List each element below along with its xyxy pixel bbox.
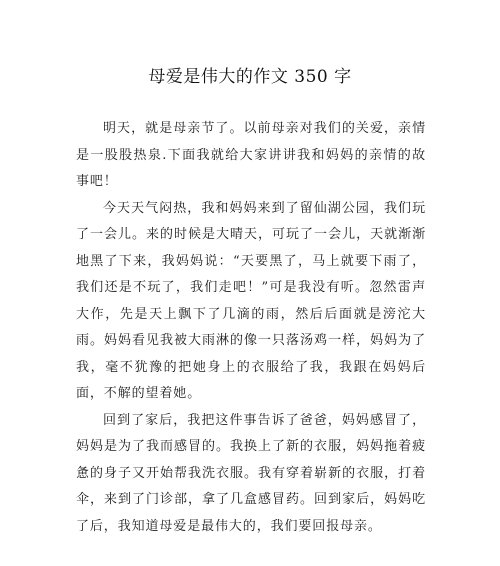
document-body: [76, 116, 426, 540]
paragraph-2: 今天天气闷热，我和妈妈来到了留仙湖公园，我们玩了一会儿。来的时候是大晴天，可玩了一会儿，天就渐渐地黑了下来，我妈妈说：“天要黑了，马上就要下雨了，我们还是不玩了，我们走吧！”可是我没有听。忽然雷声大作，先是天上飘下了几滴的雨，然后后面就是滂沱大雨。妈妈看见我被大雨淋的像一只落汤鸡一样，妈妈为了我，毫不犹豫的把她身上的衣服给了我，我跟在妈妈后面，不解的望着她。: [76, 200, 426, 401]
paragraph-1: 明天，就是母亲节了。以前母亲对我们的关爱，亲情是一股股热泉.下面我就给大家讲讲我和妈妈的亲情的故事吧！: [76, 121, 426, 189]
document-title: 母爱是伟大的作文 350 字: [148, 67, 352, 87]
paragraph-3: 回到了家后，我把这件事告诉了爸爸，妈妈感冒了，妈妈是为了我而感冒的。我换上了新的衣服，妈妈拖着疲惫的身子又开始帮我洗衣服。我有穿着崭新的衣服，打着伞，来到了门诊部，拿了几盒感冒药。回到家后，妈妈吃了后，我知道母爱是最伟大的，我们要回报母亲。: [76, 412, 426, 534]
